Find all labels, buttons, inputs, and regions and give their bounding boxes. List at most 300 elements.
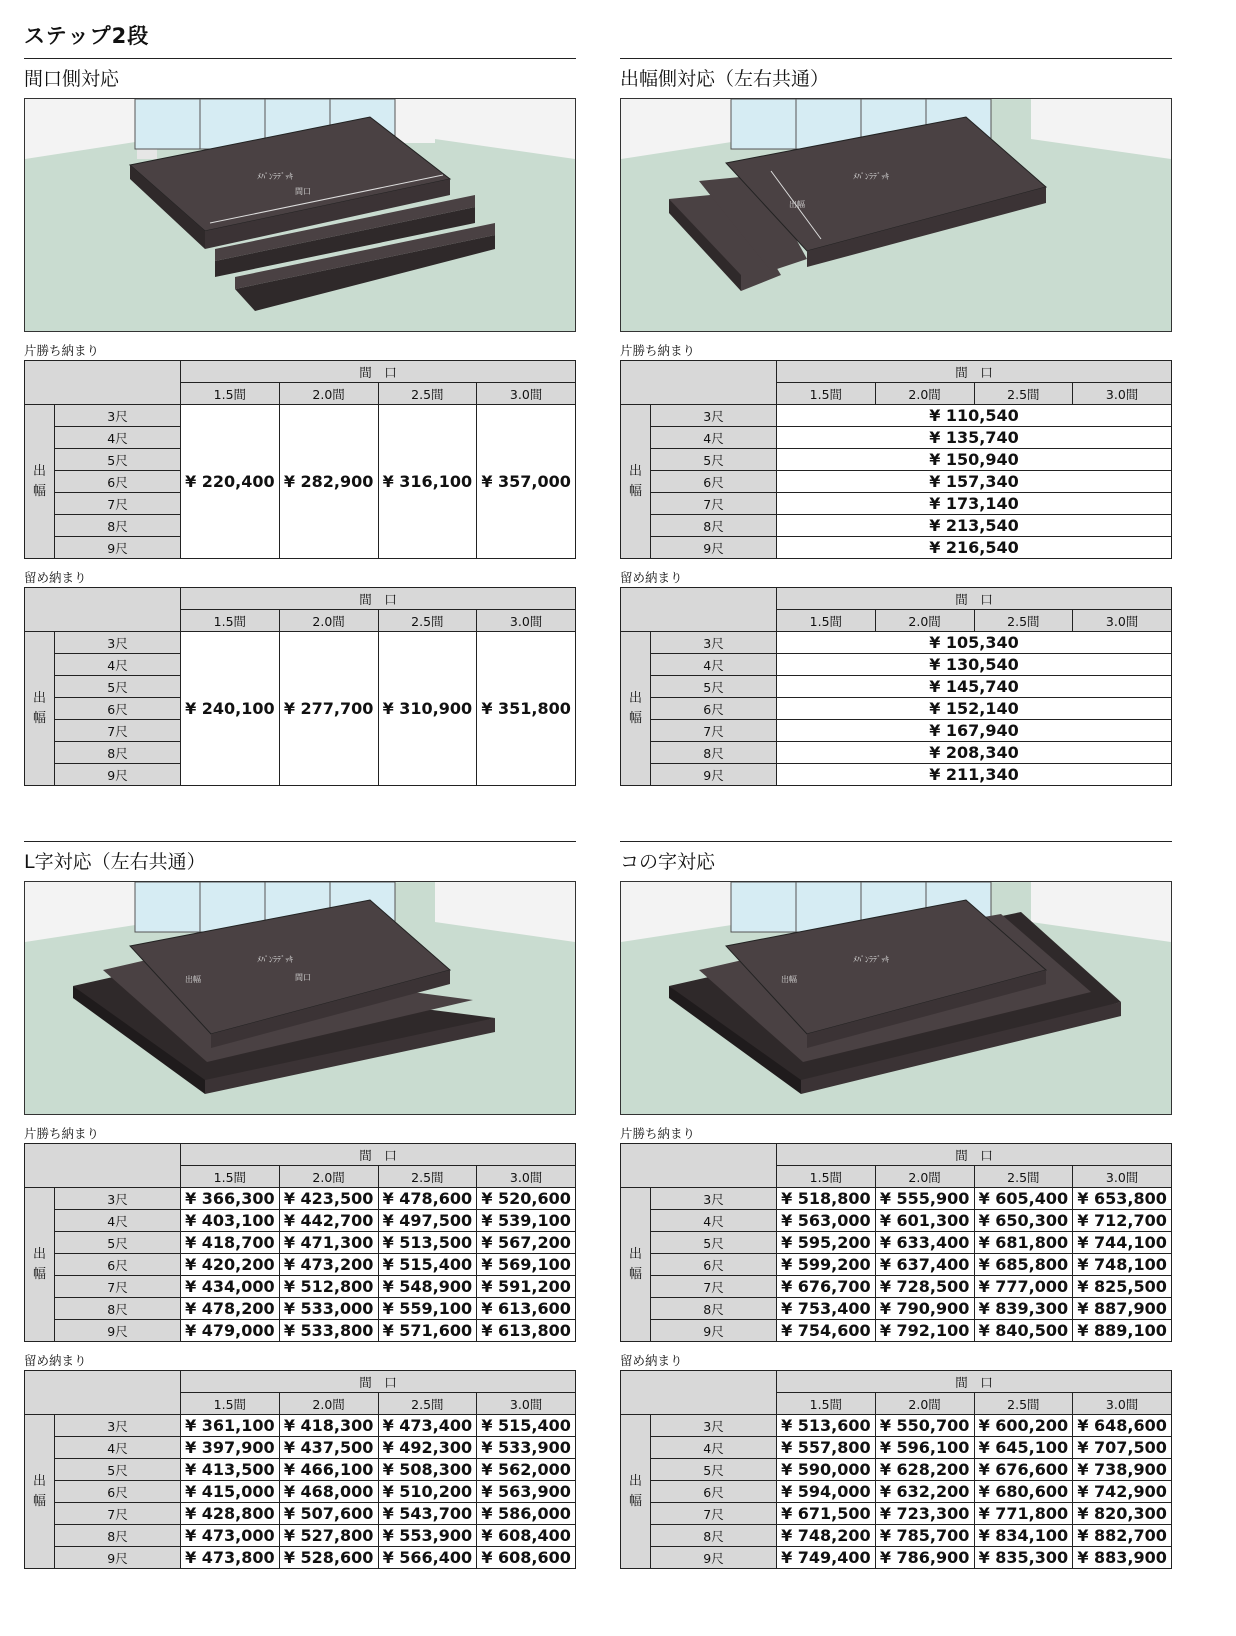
depth-label: 7尺 — [651, 493, 777, 515]
price-cell: ¥ 507,600 — [279, 1503, 378, 1525]
price-cell: ¥ 590,000 — [777, 1459, 876, 1481]
width-header: 2.5間 — [974, 1393, 1073, 1415]
price-cell: ¥ 633,400 — [875, 1232, 974, 1254]
width-header: 2.5間 — [378, 383, 477, 405]
price-cell: ¥ 632,200 — [875, 1481, 974, 1503]
table-row — [25, 1437, 576, 1459]
section-title: L字対応（左右共通） — [24, 851, 206, 873]
depth-label: 3尺 — [651, 405, 777, 427]
price-cell: ¥ 543,700 — [378, 1503, 477, 1525]
price-table-side-katagachi — [620, 360, 1172, 559]
price-cell: ¥ 157,340 — [777, 471, 1172, 493]
price-cell: ¥ 777,000 — [974, 1276, 1073, 1298]
section-rule — [24, 841, 576, 842]
depth-label: 9尺 — [651, 764, 777, 786]
price-cell: ¥ 567,200 — [477, 1232, 576, 1254]
row-header: 出 幅 — [25, 1415, 55, 1569]
table-row — [25, 1459, 576, 1481]
depth-label: 3尺 — [55, 1188, 181, 1210]
price-cell: ¥ 366,300 — [181, 1188, 280, 1210]
depth-label: 4尺 — [55, 1437, 181, 1459]
depth-label: 8尺 — [55, 515, 181, 537]
price-cell: ¥ 282,900 — [279, 405, 378, 559]
section-rule — [620, 58, 1172, 59]
width-header: 2.0間 — [279, 610, 378, 632]
svg-text:出幅: 出幅 — [781, 975, 797, 984]
price-cell: ¥ 591,200 — [477, 1276, 576, 1298]
price-cell: ¥ 771,800 — [974, 1503, 1073, 1525]
depth-label: 5尺 — [55, 1459, 181, 1481]
depth-label: 8尺 — [55, 742, 181, 764]
table-row — [621, 1232, 1172, 1254]
depth-label: 7尺 — [55, 1503, 181, 1525]
price-cell: ¥ 479,000 — [181, 1320, 280, 1342]
price-cell: ¥ 515,400 — [378, 1254, 477, 1276]
depth-label: 6尺 — [55, 698, 181, 720]
width-header: 1.5間 — [777, 610, 876, 632]
price-cell: ¥ 473,000 — [181, 1525, 280, 1547]
price-cell: ¥ 571,600 — [378, 1320, 477, 1342]
depth-label: 4尺 — [55, 1210, 181, 1232]
price-cell: ¥ 681,800 — [974, 1232, 1073, 1254]
table-row — [621, 1210, 1172, 1232]
row-header: 出 幅 — [621, 1415, 651, 1569]
width-header: 1.5間 — [777, 1393, 876, 1415]
width-header: 2.5間 — [974, 383, 1073, 405]
column-header: 間 口 — [181, 588, 576, 610]
row-header: 出 幅 — [621, 405, 651, 559]
width-header: 3.0間 — [477, 383, 576, 405]
table-label: 留め納まり — [620, 570, 683, 585]
price-cell: ¥ 434,000 — [181, 1276, 280, 1298]
price-cell: ¥ 628,200 — [875, 1459, 974, 1481]
price-cell: ¥ 749,400 — [777, 1547, 876, 1569]
section-u-shape — [620, 841, 1172, 1569]
width-header: 2.0間 — [875, 383, 974, 405]
price-cell: ¥ 557,800 — [777, 1437, 876, 1459]
column-header: 間 口 — [777, 361, 1172, 383]
price-cell: ¥ 478,600 — [378, 1188, 477, 1210]
price-cell: ¥ 497,500 — [378, 1210, 477, 1232]
price-cell: ¥ 820,300 — [1073, 1503, 1172, 1525]
price-cell: ¥ 748,100 — [1073, 1254, 1172, 1276]
price-cell: ¥ 555,900 — [875, 1188, 974, 1210]
price-cell: ¥ 515,400 — [477, 1415, 576, 1437]
depth-label: 9尺 — [55, 537, 181, 559]
table-row — [25, 1276, 576, 1298]
section-l-shape — [24, 841, 576, 1569]
price-cell: ¥ 216,540 — [777, 537, 1172, 559]
width-header: 3.0間 — [1073, 610, 1172, 632]
price-cell: ¥ 680,600 — [974, 1481, 1073, 1503]
price-cell: ¥ 883,900 — [1073, 1547, 1172, 1569]
depth-label: 8尺 — [651, 1298, 777, 1320]
illust-product-label: ﾒﾊﾟﾝﾗﾃﾞｯｷ — [257, 172, 293, 181]
table-label: 片勝ち納まり — [620, 1126, 696, 1141]
illust-width-label: 間口 — [295, 187, 311, 196]
deck-illustration-l-shape — [24, 881, 576, 1115]
price-cell: ¥ 208,340 — [777, 742, 1172, 764]
price-cell: ¥ 825,500 — [1073, 1276, 1172, 1298]
price-cell: ¥ 277,700 — [279, 632, 378, 786]
price-table-l-katagachi — [24, 1143, 576, 1342]
price-cell: ¥ 839,300 — [974, 1298, 1073, 1320]
depth-label: 9尺 — [55, 1547, 181, 1569]
price-cell: ¥ 492,300 — [378, 1437, 477, 1459]
price-cell: ¥ 637,400 — [875, 1254, 974, 1276]
price-table-front-tome — [24, 587, 576, 786]
width-header: 1.5間 — [777, 1166, 876, 1188]
price-cell: ¥ 792,100 — [875, 1320, 974, 1342]
depth-label: 6尺 — [55, 1481, 181, 1503]
price-cell: ¥ 415,000 — [181, 1481, 280, 1503]
price-cell: ¥ 586,000 — [477, 1503, 576, 1525]
table-row — [25, 1210, 576, 1232]
depth-label: 4尺 — [651, 1210, 777, 1232]
price-cell: ¥ 413,500 — [181, 1459, 280, 1481]
price-cell: ¥ 423,500 — [279, 1188, 378, 1210]
depth-label: 9尺 — [651, 1320, 777, 1342]
depth-label: 9尺 — [55, 1320, 181, 1342]
price-cell: ¥ 723,300 — [875, 1503, 974, 1525]
row-header: 出 幅 — [25, 1188, 55, 1342]
price-cell: ¥ 671,500 — [777, 1503, 876, 1525]
row-header: 出 幅 — [25, 632, 55, 786]
price-cell: ¥ 748,200 — [777, 1525, 876, 1547]
width-header: 3.0間 — [1073, 383, 1172, 405]
width-header: 2.5間 — [974, 610, 1073, 632]
price-cell: ¥ 397,900 — [181, 1437, 280, 1459]
depth-label: 4尺 — [55, 427, 181, 449]
price-cell: ¥ 466,100 — [279, 1459, 378, 1481]
table-row — [25, 1188, 576, 1210]
price-cell: ¥ 110,540 — [777, 405, 1172, 427]
illust-depth-label: 出幅 — [789, 200, 805, 209]
table-label: 留め納まり — [24, 570, 87, 585]
price-table-u-katagachi — [620, 1143, 1172, 1342]
price-cell: ¥ 685,800 — [974, 1254, 1073, 1276]
table-row — [621, 1525, 1172, 1547]
price-cell: ¥ 786,900 — [875, 1547, 974, 1569]
price-table-l-tome — [24, 1370, 576, 1569]
table-row — [621, 1276, 1172, 1298]
svg-text:出幅: 出幅 — [185, 975, 201, 984]
section-side — [620, 58, 1172, 786]
svg-text:間口: 間口 — [295, 973, 311, 982]
price-cell: ¥ 553,900 — [378, 1525, 477, 1547]
section-rule — [24, 58, 576, 59]
price-cell: ¥ 738,900 — [1073, 1459, 1172, 1481]
table-row — [25, 1320, 576, 1342]
width-header: 2.5間 — [378, 610, 477, 632]
section-title: 間口側対応 — [24, 68, 120, 90]
price-cell: ¥ 676,700 — [777, 1276, 876, 1298]
depth-label: 7尺 — [55, 1276, 181, 1298]
table-row — [621, 1481, 1172, 1503]
deck-illustration-front — [24, 98, 576, 332]
table-row — [621, 1298, 1172, 1320]
column-header: 間 口 — [181, 1144, 576, 1166]
price-cell: ¥ 566,400 — [378, 1547, 477, 1569]
depth-label: 5尺 — [651, 1459, 777, 1481]
price-cell: ¥ 173,140 — [777, 493, 1172, 515]
price-cell: ¥ 150,940 — [777, 449, 1172, 471]
table-row — [25, 1232, 576, 1254]
table-label: 留め納まり — [24, 1353, 87, 1368]
price-cell: ¥ 220,400 — [181, 405, 280, 559]
table-row — [621, 1503, 1172, 1525]
table-row — [621, 1459, 1172, 1481]
price-cell: ¥ 533,900 — [477, 1437, 576, 1459]
price-cell: ¥ 533,800 — [279, 1320, 378, 1342]
column-header: 間 口 — [181, 1371, 576, 1393]
depth-label: 3尺 — [55, 1415, 181, 1437]
price-cell: ¥ 512,800 — [279, 1276, 378, 1298]
table-label: 片勝ち納まり — [24, 1126, 100, 1141]
depth-label: 4尺 — [651, 427, 777, 449]
width-header: 2.0間 — [279, 1166, 378, 1188]
price-cell: ¥ 478,200 — [181, 1298, 280, 1320]
price-cell: ¥ 310,900 — [378, 632, 477, 786]
table-row — [621, 1188, 1172, 1210]
price-cell: ¥ 539,100 — [477, 1210, 576, 1232]
column-header: 間 口 — [777, 1144, 1172, 1166]
width-header: 2.0間 — [279, 1393, 378, 1415]
table-row — [621, 1254, 1172, 1276]
section-title: コの字対応 — [620, 851, 716, 873]
price-cell: ¥ 513,600 — [777, 1415, 876, 1437]
price-cell: ¥ 790,900 — [875, 1298, 974, 1320]
price-cell: ¥ 533,000 — [279, 1298, 378, 1320]
depth-label: 8尺 — [651, 1525, 777, 1547]
price-cell: ¥ 608,600 — [477, 1547, 576, 1569]
price-cell: ¥ 676,600 — [974, 1459, 1073, 1481]
depth-label: 5尺 — [55, 1232, 181, 1254]
row-header: 出 幅 — [621, 632, 651, 786]
depth-label: 6尺 — [651, 471, 777, 493]
depth-label: 4尺 — [651, 654, 777, 676]
depth-label: 8尺 — [651, 515, 777, 537]
depth-label: 6尺 — [651, 1254, 777, 1276]
svg-text:ﾒﾊﾟﾝﾗﾃﾞｯｷ: ﾒﾊﾟﾝﾗﾃﾞｯｷ — [257, 955, 293, 964]
depth-label: 6尺 — [651, 1481, 777, 1503]
price-table-u-tome — [620, 1370, 1172, 1569]
price-cell: ¥ 601,300 — [875, 1210, 974, 1232]
table-row — [25, 1503, 576, 1525]
price-cell: ¥ 437,500 — [279, 1437, 378, 1459]
depth-label: 8尺 — [651, 742, 777, 764]
deck-illustration-side — [620, 98, 1172, 332]
price-cell: ¥ 167,940 — [777, 720, 1172, 742]
table-row — [25, 1254, 576, 1276]
price-cell: ¥ 528,600 — [279, 1547, 378, 1569]
width-header: 1.5間 — [181, 1166, 280, 1188]
width-header: 3.0間 — [1073, 1393, 1172, 1415]
depth-label: 3尺 — [651, 1415, 777, 1437]
price-cell: ¥ 645,100 — [974, 1437, 1073, 1459]
price-cell: ¥ 835,300 — [974, 1547, 1073, 1569]
price-cell: ¥ 316,100 — [378, 405, 477, 559]
price-cell: ¥ 889,100 — [1073, 1320, 1172, 1342]
price-cell: ¥ 428,800 — [181, 1503, 280, 1525]
svg-text:ﾒﾊﾟﾝﾗﾃﾞｯｷ: ﾒﾊﾟﾝﾗﾃﾞｯｷ — [853, 172, 889, 181]
price-cell: ¥ 595,200 — [777, 1232, 876, 1254]
price-cell: ¥ 785,700 — [875, 1525, 974, 1547]
width-header: 1.5間 — [777, 383, 876, 405]
width-header: 1.5間 — [181, 610, 280, 632]
section-title: 出幅側対応（左右共通） — [620, 68, 830, 90]
price-cell: ¥ 594,000 — [777, 1481, 876, 1503]
depth-label: 8尺 — [55, 1298, 181, 1320]
table-row — [25, 1481, 576, 1503]
depth-label: 3尺 — [55, 405, 181, 427]
width-header: 3.0間 — [477, 610, 576, 632]
price-cell: ¥ 728,500 — [875, 1276, 974, 1298]
price-cell: ¥ 130,540 — [777, 654, 1172, 676]
price-cell: ¥ 357,000 — [477, 405, 576, 559]
price-cell: ¥ 569,100 — [477, 1254, 576, 1276]
column-header: 間 口 — [181, 361, 576, 383]
price-cell: ¥ 135,740 — [777, 427, 1172, 449]
depth-label: 9尺 — [55, 764, 181, 786]
price-table-side-tome — [620, 587, 1172, 786]
table-label: 片勝ち納まり — [620, 343, 696, 358]
svg-text:ﾒﾊﾟﾝﾗﾃﾞｯｷ: ﾒﾊﾟﾝﾗﾃﾞｯｷ — [853, 955, 889, 964]
width-header: 2.5間 — [378, 1166, 477, 1188]
depth-label: 7尺 — [651, 1276, 777, 1298]
width-header: 2.0間 — [875, 1393, 974, 1415]
price-cell: ¥ 152,140 — [777, 698, 1172, 720]
depth-label: 3尺 — [55, 632, 181, 654]
width-header: 3.0間 — [1073, 1166, 1172, 1188]
price-cell: ¥ 468,000 — [279, 1481, 378, 1503]
price-cell: ¥ 562,000 — [477, 1459, 576, 1481]
depth-label: 7尺 — [55, 493, 181, 515]
price-cell: ¥ 744,100 — [1073, 1232, 1172, 1254]
price-cell: ¥ 605,400 — [974, 1188, 1073, 1210]
price-cell: ¥ 513,500 — [378, 1232, 477, 1254]
width-header: 2.0間 — [279, 383, 378, 405]
price-cell: ¥ 608,400 — [477, 1525, 576, 1547]
table-row — [621, 1437, 1172, 1459]
column-header: 間 口 — [777, 1371, 1172, 1393]
section-front — [24, 58, 576, 786]
table-label: 片勝ち納まり — [24, 343, 100, 358]
price-cell: ¥ 712,700 — [1073, 1210, 1172, 1232]
depth-label: 3尺 — [651, 1188, 777, 1210]
price-cell: ¥ 520,600 — [477, 1188, 576, 1210]
price-cell: ¥ 145,740 — [777, 676, 1172, 698]
depth-label: 6尺 — [55, 1254, 181, 1276]
price-cell: ¥ 742,900 — [1073, 1481, 1172, 1503]
table-row — [25, 1415, 576, 1437]
price-cell: ¥ 442,700 — [279, 1210, 378, 1232]
depth-label: 8尺 — [55, 1525, 181, 1547]
price-cell: ¥ 650,300 — [974, 1210, 1073, 1232]
table-label: 留め納まり — [620, 1353, 683, 1368]
width-header: 3.0間 — [477, 1393, 576, 1415]
price-cell: ¥ 473,200 — [279, 1254, 378, 1276]
price-table-front-katagachi — [24, 360, 576, 559]
price-cell: ¥ 527,800 — [279, 1525, 378, 1547]
price-cell: ¥ 211,340 — [777, 764, 1172, 786]
depth-label: 7尺 — [651, 720, 777, 742]
width-header: 2.0間 — [875, 610, 974, 632]
column-header: 間 口 — [777, 588, 1172, 610]
depth-label: 4尺 — [651, 1437, 777, 1459]
table-row — [25, 1525, 576, 1547]
table-row — [25, 1298, 576, 1320]
price-cell: ¥ 418,700 — [181, 1232, 280, 1254]
depth-label: 5尺 — [651, 1232, 777, 1254]
price-cell: ¥ 754,600 — [777, 1320, 876, 1342]
width-header: 1.5間 — [181, 383, 280, 405]
price-cell: ¥ 563,900 — [477, 1481, 576, 1503]
price-cell: ¥ 753,400 — [777, 1298, 876, 1320]
price-cell: ¥ 473,400 — [378, 1415, 477, 1437]
section-rule — [620, 841, 1172, 842]
price-cell: ¥ 403,100 — [181, 1210, 280, 1232]
price-cell: ¥ 887,900 — [1073, 1298, 1172, 1320]
price-cell: ¥ 840,500 — [974, 1320, 1073, 1342]
width-header: 2.5間 — [974, 1166, 1073, 1188]
price-cell: ¥ 648,600 — [1073, 1415, 1172, 1437]
deck-illustration-u-shape — [620, 881, 1172, 1115]
price-cell: ¥ 420,200 — [181, 1254, 280, 1276]
depth-label: 3尺 — [651, 632, 777, 654]
price-cell: ¥ 600,200 — [974, 1415, 1073, 1437]
price-cell: ¥ 518,800 — [777, 1188, 876, 1210]
table-row — [621, 1415, 1172, 1437]
width-header: 2.0間 — [875, 1166, 974, 1188]
price-cell: ¥ 613,800 — [477, 1320, 576, 1342]
price-cell: ¥ 473,800 — [181, 1547, 280, 1569]
price-cell: ¥ 882,700 — [1073, 1525, 1172, 1547]
price-cell: ¥ 105,340 — [777, 632, 1172, 654]
table-row — [621, 1320, 1172, 1342]
price-cell: ¥ 510,200 — [378, 1481, 477, 1503]
price-cell: ¥ 361,100 — [181, 1415, 280, 1437]
price-cell: ¥ 508,300 — [378, 1459, 477, 1481]
depth-label: 5尺 — [651, 676, 777, 698]
price-cell: ¥ 559,100 — [378, 1298, 477, 1320]
page-title: ステップ2段 — [24, 24, 150, 48]
depth-label: 9尺 — [651, 537, 777, 559]
row-header: 出 幅 — [25, 405, 55, 559]
price-cell: ¥ 240,100 — [181, 632, 280, 786]
width-header: 2.5間 — [378, 1393, 477, 1415]
price-cell: ¥ 471,300 — [279, 1232, 378, 1254]
depth-label: 6尺 — [55, 471, 181, 493]
price-cell: ¥ 563,000 — [777, 1210, 876, 1232]
table-row — [621, 1547, 1172, 1569]
price-cell: ¥ 613,600 — [477, 1298, 576, 1320]
depth-label: 6尺 — [651, 698, 777, 720]
width-header: 3.0間 — [477, 1166, 576, 1188]
price-cell: ¥ 599,200 — [777, 1254, 876, 1276]
depth-label: 7尺 — [55, 720, 181, 742]
width-header: 1.5間 — [181, 1393, 280, 1415]
depth-label: 5尺 — [55, 676, 181, 698]
price-cell: ¥ 548,900 — [378, 1276, 477, 1298]
price-cell: ¥ 653,800 — [1073, 1188, 1172, 1210]
depth-label: 4尺 — [55, 654, 181, 676]
price-cell: ¥ 596,100 — [875, 1437, 974, 1459]
depth-label: 5尺 — [651, 449, 777, 471]
price-cell: ¥ 550,700 — [875, 1415, 974, 1437]
price-cell: ¥ 834,100 — [974, 1525, 1073, 1547]
depth-label: 5尺 — [55, 449, 181, 471]
